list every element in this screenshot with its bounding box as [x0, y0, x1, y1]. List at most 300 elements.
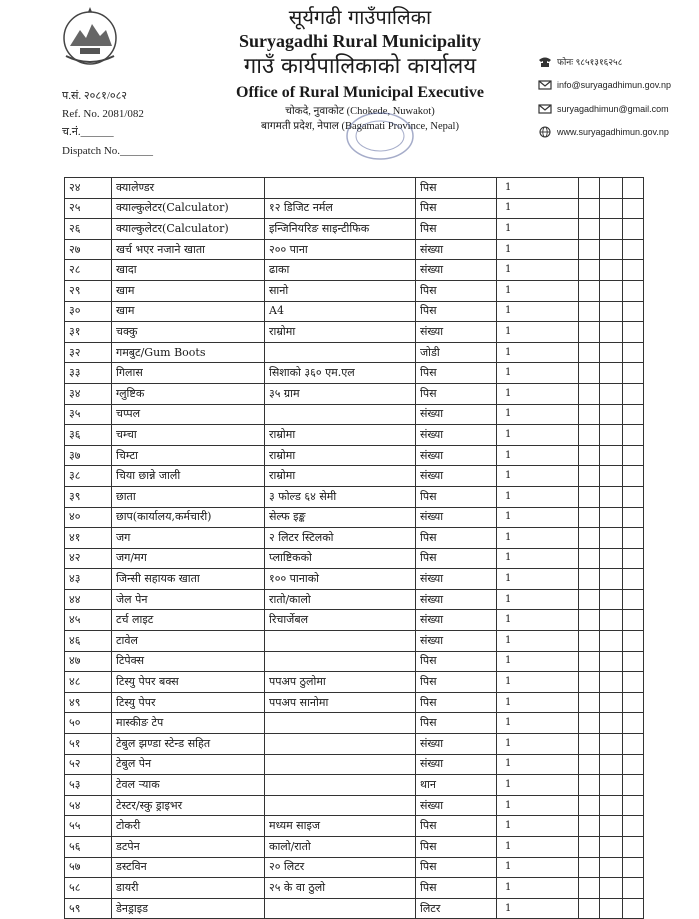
quantity-cell: 1 — [497, 651, 579, 672]
table-row — [65, 425, 644, 446]
quantity-cell: 1 — [497, 383, 579, 404]
item-name-cell: खादा — [112, 260, 265, 281]
empty-cell — [600, 692, 623, 713]
empty-cell — [600, 754, 623, 775]
table-row — [65, 816, 644, 837]
unit-cell: पिस — [416, 219, 497, 240]
table-row — [65, 837, 644, 858]
dispatch-number: Dispatch No.______ — [62, 145, 154, 157]
empty-cell — [579, 280, 600, 301]
ref-number: Ref. No. 2081/082 — [62, 108, 144, 120]
empty-cell — [579, 178, 600, 199]
items-table — [64, 177, 644, 919]
empty-cell — [579, 898, 600, 919]
unit-cell: पिस — [416, 301, 497, 322]
empty-cell — [600, 322, 623, 343]
unit-cell: पिस — [416, 178, 497, 199]
specification-cell: रिचार्जेबल — [265, 610, 416, 631]
item-name-cell: टिपेक्स — [112, 651, 265, 672]
unit-cell: संख्या — [416, 754, 497, 775]
item-name-cell: जग/मग — [112, 548, 265, 569]
item-name-cell: गिलास — [112, 363, 265, 384]
empty-cell — [600, 795, 623, 816]
empty-cell — [579, 239, 600, 260]
unit-cell: संख्या — [416, 239, 497, 260]
empty-cell — [579, 857, 600, 878]
empty-cell — [579, 734, 600, 755]
table-row — [65, 569, 644, 590]
item-name-cell: खाम — [112, 301, 265, 322]
ps-number: प.सं. २०८१/०८२ — [62, 90, 128, 102]
unit-cell: थान — [416, 775, 497, 796]
empty-cell — [579, 651, 600, 672]
serial-number-cell: २९ — [65, 280, 112, 301]
email-icon — [538, 103, 552, 115]
empty-cell — [579, 837, 600, 858]
empty-cell — [623, 795, 644, 816]
quantity-cell: 1 — [497, 198, 579, 219]
office-name-en: Office of Rural Municipal Executive — [236, 84, 484, 101]
serial-number-cell: ५५ — [65, 816, 112, 837]
unit-cell: पिस — [416, 816, 497, 837]
empty-cell — [579, 198, 600, 219]
item-name-cell: टावेल — [112, 631, 265, 652]
item-name-cell: टेबुल पेन — [112, 754, 265, 775]
empty-cell — [623, 301, 644, 322]
specification-cell: २० लिटर — [265, 857, 416, 878]
table-row — [65, 219, 644, 240]
municipality-name-en: Suryagadhi Rural Municipality — [238, 31, 482, 51]
unit-cell: पिस — [416, 363, 497, 384]
address-line-2: बागमती प्रदेश, नेपाल (Bagamati Province, Nepal) — [261, 121, 459, 132]
specification-cell — [265, 713, 416, 734]
serial-number-cell: ३२ — [65, 342, 112, 363]
specification-cell — [265, 898, 416, 919]
unit-cell: पिस — [416, 672, 497, 693]
table-row — [65, 383, 644, 404]
quantity-cell: 1 — [497, 363, 579, 384]
serial-number-cell: ४८ — [65, 672, 112, 693]
item-name-cell: मास्कीङ टेप — [112, 713, 265, 734]
table-row — [65, 239, 644, 260]
contact-website — [538, 126, 669, 138]
table-row — [65, 589, 644, 610]
empty-cell — [579, 631, 600, 652]
quantity-cell: 1 — [497, 589, 579, 610]
serial-number-cell: ४७ — [65, 651, 112, 672]
specification-cell: इन्जिनियरिङ साइन्टीफिक — [265, 219, 416, 240]
item-name-cell: चिम्टा — [112, 445, 265, 466]
table-row — [65, 466, 644, 487]
serial-number-cell: ५३ — [65, 775, 112, 796]
item-name-cell: चक्कु — [112, 322, 265, 343]
specification-cell: सिशाको ३६० एम.एल — [265, 363, 416, 384]
email-text-2: suryagadhimun@gmail.com — [557, 104, 669, 114]
table-row — [65, 692, 644, 713]
empty-cell — [579, 507, 600, 528]
contact-email-2 — [538, 103, 669, 115]
email-text-1: info@suryagadhimun.gov.np — [557, 80, 672, 90]
empty-cell — [623, 589, 644, 610]
specification-cell — [265, 795, 416, 816]
item-name-cell: छाप(कार्यालय,कर्मचारी) — [112, 507, 265, 528]
table-row — [65, 280, 644, 301]
empty-cell — [623, 280, 644, 301]
item-name-cell: टेस्टर/स्कु ड्राइभर — [112, 795, 265, 816]
table-row — [65, 631, 644, 652]
empty-cell — [600, 342, 623, 363]
quantity-cell: 1 — [497, 672, 579, 693]
unit-cell: संख्या — [416, 466, 497, 487]
table-row — [65, 528, 644, 549]
empty-cell — [600, 486, 623, 507]
unit-cell: पिस — [416, 713, 497, 734]
item-name-cell: टोकरी — [112, 816, 265, 837]
empty-cell — [600, 363, 623, 384]
specification-cell: प्लाष्टिकको — [265, 548, 416, 569]
specification-cell: पपअप सानोमा — [265, 692, 416, 713]
serial-number-cell: ५७ — [65, 857, 112, 878]
item-name-cell: टिस्यु पेपर — [112, 692, 265, 713]
empty-cell — [623, 569, 644, 590]
empty-cell — [579, 363, 600, 384]
quantity-cell: 1 — [497, 734, 579, 755]
unit-cell: संख्या — [416, 445, 497, 466]
table-row — [65, 878, 644, 899]
contact-email-1 — [538, 79, 671, 91]
empty-cell — [623, 713, 644, 734]
empty-cell — [600, 301, 623, 322]
quantity-cell: 1 — [497, 239, 579, 260]
empty-cell — [623, 322, 644, 343]
specification-cell: रातो/कालो — [265, 589, 416, 610]
specification-cell — [265, 404, 416, 425]
empty-cell — [579, 754, 600, 775]
specification-cell — [265, 754, 416, 775]
empty-cell — [623, 239, 644, 260]
quantity-cell: 1 — [497, 466, 579, 487]
empty-cell — [600, 610, 623, 631]
empty-cell — [600, 425, 623, 446]
quantity-cell: 1 — [497, 178, 579, 199]
empty-cell — [623, 383, 644, 404]
empty-cell — [579, 548, 600, 569]
quantity-cell: 1 — [497, 486, 579, 507]
serial-number-cell: ५४ — [65, 795, 112, 816]
quantity-cell: 1 — [497, 342, 579, 363]
table-row — [65, 610, 644, 631]
specification-cell: २५ के वा ठुलो — [265, 878, 416, 899]
unit-cell: संख्या — [416, 322, 497, 343]
item-name-cell: खर्च भएर नजाने खाता — [112, 239, 265, 260]
unit-cell: पिस — [416, 198, 497, 219]
item-name-cell: जेल पेन — [112, 589, 265, 610]
item-name-cell: जग — [112, 528, 265, 549]
unit-cell: पिस — [416, 651, 497, 672]
item-name-cell: डटपेन — [112, 837, 265, 858]
empty-cell — [600, 569, 623, 590]
quantity-cell: 1 — [497, 898, 579, 919]
empty-cell — [579, 342, 600, 363]
empty-cell — [623, 363, 644, 384]
empty-cell — [623, 734, 644, 755]
table-row — [65, 713, 644, 734]
empty-cell — [600, 383, 623, 404]
quantity-cell: 1 — [497, 548, 579, 569]
empty-cell — [600, 837, 623, 858]
empty-cell — [600, 445, 623, 466]
unit-cell: संख्या — [416, 795, 497, 816]
quantity-cell: 1 — [497, 445, 579, 466]
quantity-cell: 1 — [497, 878, 579, 899]
empty-cell — [579, 486, 600, 507]
empty-cell — [623, 507, 644, 528]
table-row — [65, 178, 644, 199]
empty-cell — [623, 178, 644, 199]
phone-text: फोनः ९८५१३१६२५८ — [557, 57, 623, 67]
unit-cell: पिस — [416, 692, 497, 713]
unit-cell: पिस — [416, 486, 497, 507]
unit-cell: संख्या — [416, 425, 497, 446]
empty-cell — [579, 528, 600, 549]
unit-cell: पिस — [416, 878, 497, 899]
specification-cell: ३ फोल्ड ६४ सेमी — [265, 486, 416, 507]
government-emblem-icon — [58, 6, 122, 68]
specification-cell: राम्रोमा — [265, 445, 416, 466]
serial-number-cell: ३६ — [65, 425, 112, 446]
unit-cell: पिस — [416, 383, 497, 404]
empty-cell — [600, 466, 623, 487]
specification-cell: सेल्फ इङ्क — [265, 507, 416, 528]
empty-cell — [600, 178, 623, 199]
empty-cell — [579, 260, 600, 281]
item-name-cell: क्याल्कुलेटर(Calculator) — [112, 219, 265, 240]
empty-cell — [579, 322, 600, 343]
empty-cell — [623, 878, 644, 899]
empty-cell — [579, 569, 600, 590]
serial-number-cell: ३३ — [65, 363, 112, 384]
item-name-cell: चम्चा — [112, 425, 265, 446]
item-name-cell: ग्लुष्टिक — [112, 383, 265, 404]
chn-number: च.नं.______ — [62, 126, 114, 138]
empty-cell — [579, 878, 600, 899]
quantity-cell: 1 — [497, 857, 579, 878]
serial-number-cell: ३९ — [65, 486, 112, 507]
specification-cell: कालो/रातो — [265, 837, 416, 858]
quantity-cell: 1 — [497, 260, 579, 281]
empty-cell — [623, 260, 644, 281]
table-row — [65, 734, 644, 755]
specification-cell: ढाका — [265, 260, 416, 281]
empty-cell — [579, 713, 600, 734]
table-row — [65, 322, 644, 343]
item-name-cell: गमबुट/Gum Boots — [112, 342, 265, 363]
item-name-cell: जिन्सी सहायक खाता — [112, 569, 265, 590]
empty-cell — [623, 466, 644, 487]
unit-cell: जोडी — [416, 342, 497, 363]
table-row — [65, 672, 644, 693]
specification-cell: ३५ ग्राम — [265, 383, 416, 404]
item-name-cell: चिया छान्ने जाली — [112, 466, 265, 487]
unit-cell: संख्या — [416, 610, 497, 631]
specification-cell: २०० पाना — [265, 239, 416, 260]
serial-number-cell: ४१ — [65, 528, 112, 549]
specification-cell — [265, 178, 416, 199]
quantity-cell: 1 — [497, 713, 579, 734]
table-row — [65, 363, 644, 384]
empty-cell — [579, 672, 600, 693]
table-row — [65, 754, 644, 775]
table-row — [65, 898, 644, 919]
item-name-cell: डायरी — [112, 878, 265, 899]
empty-cell — [623, 857, 644, 878]
empty-cell — [600, 713, 623, 734]
empty-cell — [600, 548, 623, 569]
serial-number-cell: ४३ — [65, 569, 112, 590]
empty-cell — [600, 631, 623, 652]
serial-number-cell: ४४ — [65, 589, 112, 610]
table-row — [65, 795, 644, 816]
empty-cell — [623, 425, 644, 446]
website-text: www.suryagadhimun.gov.np — [557, 127, 669, 137]
serial-number-cell: ४९ — [65, 692, 112, 713]
quantity-cell: 1 — [497, 322, 579, 343]
empty-cell — [579, 445, 600, 466]
serial-number-cell: ४६ — [65, 631, 112, 652]
specification-cell: A4 — [265, 301, 416, 322]
unit-cell: पिस — [416, 857, 497, 878]
unit-cell: संख्या — [416, 734, 497, 755]
quantity-cell: 1 — [497, 795, 579, 816]
unit-cell: पिस — [416, 528, 497, 549]
empty-cell — [600, 589, 623, 610]
empty-cell — [579, 466, 600, 487]
serial-number-cell: ४० — [65, 507, 112, 528]
quantity-cell: 1 — [497, 775, 579, 796]
empty-cell — [579, 795, 600, 816]
empty-cell — [623, 651, 644, 672]
empty-cell — [623, 672, 644, 693]
office-name-np: गाउँ कार्यपालिकाको कार्यालय — [243, 54, 477, 79]
quantity-cell: 1 — [497, 692, 579, 713]
serial-number-cell: ५६ — [65, 837, 112, 858]
quantity-cell: 1 — [497, 528, 579, 549]
empty-cell — [600, 280, 623, 301]
table-row — [65, 198, 644, 219]
quantity-cell: 1 — [497, 425, 579, 446]
serial-number-cell: ३७ — [65, 445, 112, 466]
table-row — [65, 651, 644, 672]
email-icon — [538, 79, 552, 91]
serial-number-cell: ३४ — [65, 383, 112, 404]
item-name-cell: टर्च लाइट — [112, 610, 265, 631]
table-row — [65, 445, 644, 466]
empty-cell — [600, 404, 623, 425]
item-name-cell: खाम — [112, 280, 265, 301]
quantity-cell: 1 — [497, 631, 579, 652]
empty-cell — [600, 898, 623, 919]
table-row — [65, 342, 644, 363]
serial-number-cell: २६ — [65, 219, 112, 240]
table-row — [65, 775, 644, 796]
unit-cell: संख्या — [416, 631, 497, 652]
serial-number-cell: ५२ — [65, 754, 112, 775]
quantity-cell: 1 — [497, 280, 579, 301]
serial-number-cell: ५९ — [65, 898, 112, 919]
serial-number-cell: २५ — [65, 198, 112, 219]
empty-cell — [600, 528, 623, 549]
item-name-cell: क्याल्कुलेटर(Calculator) — [112, 198, 265, 219]
office-stamp-icon — [344, 110, 416, 162]
serial-number-cell: ४५ — [65, 610, 112, 631]
empty-cell — [623, 692, 644, 713]
serial-number-cell: २४ — [65, 178, 112, 199]
unit-cell: पिस — [416, 548, 497, 569]
empty-cell — [623, 898, 644, 919]
quantity-cell: 1 — [497, 301, 579, 322]
empty-cell — [600, 219, 623, 240]
empty-cell — [579, 589, 600, 610]
table-row — [65, 857, 644, 878]
empty-cell — [600, 198, 623, 219]
specification-cell: १०० पानाको — [265, 569, 416, 590]
specification-cell: मध्यम साइज — [265, 816, 416, 837]
empty-cell — [600, 878, 623, 899]
empty-cell — [600, 239, 623, 260]
empty-cell — [623, 775, 644, 796]
empty-cell — [579, 610, 600, 631]
specification-cell: राम्रोमा — [265, 425, 416, 446]
quantity-cell: 1 — [497, 610, 579, 631]
unit-cell: संख्या — [416, 507, 497, 528]
serial-number-cell: ३५ — [65, 404, 112, 425]
quantity-cell: 1 — [497, 569, 579, 590]
empty-cell — [623, 528, 644, 549]
serial-number-cell: २८ — [65, 260, 112, 281]
table-row — [65, 301, 644, 322]
unit-cell: पिस — [416, 280, 497, 301]
specification-cell: १२ डिजिट नर्मल — [265, 198, 416, 219]
table-row — [65, 260, 644, 281]
specification-cell: सानो — [265, 280, 416, 301]
municipality-name-np: सूर्यगढी गाउँपालिका — [288, 5, 432, 29]
empty-cell — [623, 404, 644, 425]
empty-cell — [623, 548, 644, 569]
empty-cell — [623, 445, 644, 466]
unit-cell: संख्या — [416, 589, 497, 610]
empty-cell — [623, 816, 644, 837]
unit-cell: संख्या — [416, 260, 497, 281]
empty-cell — [623, 486, 644, 507]
item-name-cell: डस्टविन — [112, 857, 265, 878]
empty-cell — [623, 754, 644, 775]
empty-cell — [579, 775, 600, 796]
empty-cell — [600, 672, 623, 693]
item-name-cell: टिस्यु पेपर बक्स — [112, 672, 265, 693]
contact-phone — [538, 55, 622, 68]
unit-cell: संख्या — [416, 569, 497, 590]
specification-cell — [265, 734, 416, 755]
empty-cell — [579, 404, 600, 425]
specification-cell — [265, 775, 416, 796]
empty-cell — [600, 260, 623, 281]
quantity-cell: 1 — [497, 754, 579, 775]
empty-cell — [600, 775, 623, 796]
quantity-cell: 1 — [497, 837, 579, 858]
item-name-cell: छाता — [112, 486, 265, 507]
empty-cell — [623, 342, 644, 363]
empty-cell — [579, 692, 600, 713]
